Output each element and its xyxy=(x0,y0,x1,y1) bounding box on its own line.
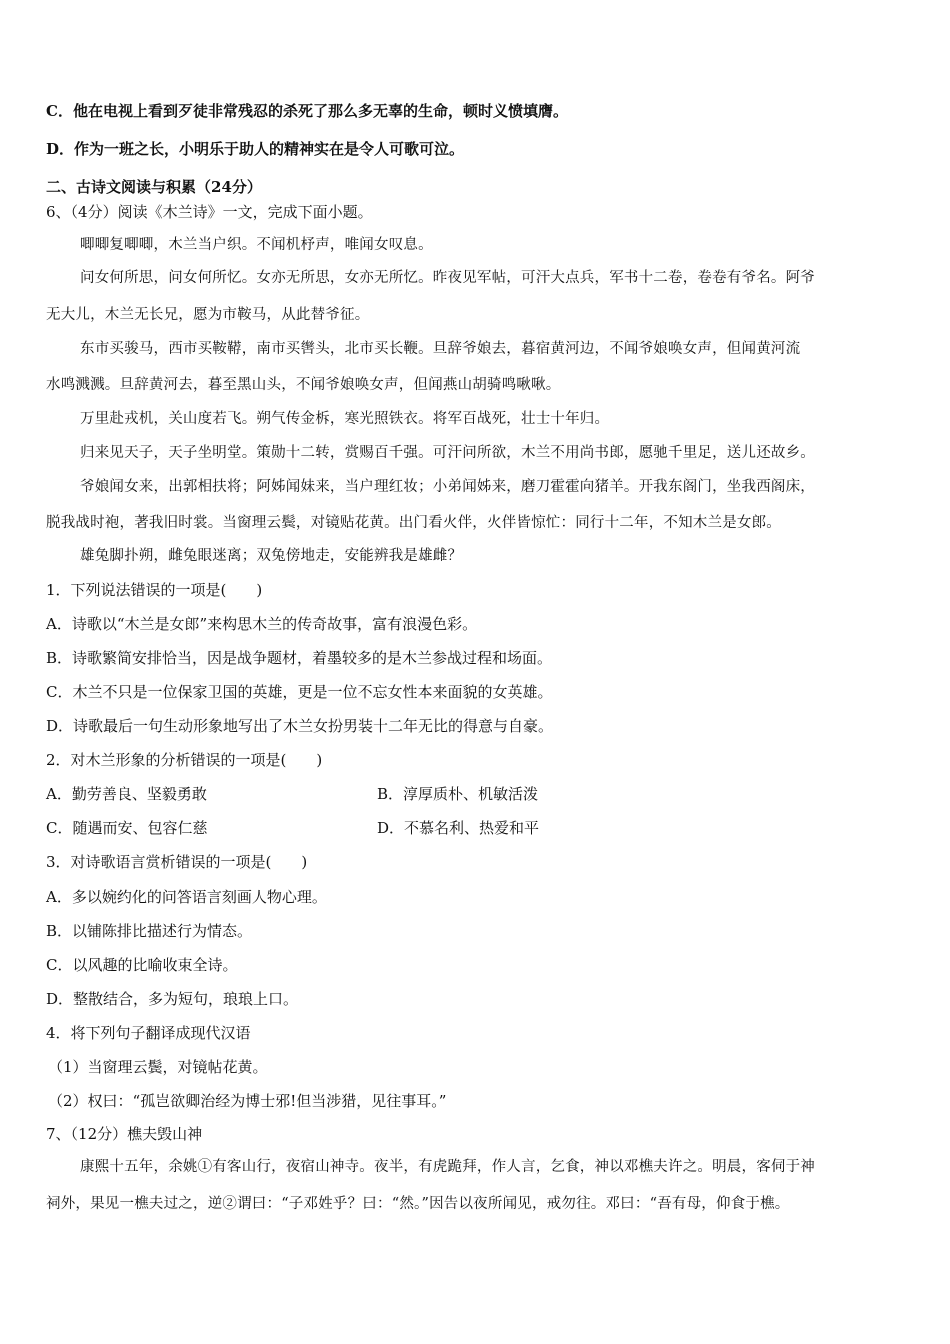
choice-a: A．多以婉约化的问答语言刻画人物心理。 xyxy=(46,888,327,906)
poem-line: 归来见天子，天子坐明堂。策勋十二转，赏赐百千强。可汗问所欲，木兰不用尚书郎，愿驰千里足，送儿还故乡。 xyxy=(80,445,815,461)
section-heading: 二、古诗文阅读与积累（24分） xyxy=(46,178,262,196)
poem-line: 雄兔脚扑朔，雌兔眼迷离；双兔傍地走，安能辨我是雄雌？ xyxy=(80,548,463,564)
poem-line: 东市买骏马，西市买鞍鞯，南市买辔头，北市买长鞭。旦辞爷娘去，暮宿黄河边，不闻爷娘唤女声，但闻黄河流 xyxy=(80,341,801,357)
poem-line: 脱我战时袍，著我旧时裳。当窗理云鬓，对镜贴花黄。出门看火伴，火伴皆惊忙：同行十二年，不知木兰是女郎。 xyxy=(46,515,781,531)
choice-c: C．随遇而安、包容仁慈 xyxy=(46,819,208,837)
sub-question-2: 2．对木兰形象的分析错误的一项是( ) xyxy=(46,751,323,769)
sub-question-1: 1．下列说法错误的一项是( ) xyxy=(46,581,263,599)
choice-d: D．整散结合，多为短句，琅琅上口。 xyxy=(46,990,299,1008)
translate-item-2: （2）权曰：“孤岂欲卿治经为博士邪!但当涉猎，见往事耳。” xyxy=(48,1092,447,1110)
question-7-heading: 7、（12分）樵夫毁山神 xyxy=(46,1125,203,1143)
choice-b: B．诗歌繁简安排恰当，因是战争题材，着墨较多的是木兰参战过程和场面。 xyxy=(46,649,553,667)
choice-a: A．勤劳善良、坚毅勇敢 xyxy=(46,785,207,803)
choice-d: D．诗歌最后一句生动形象地写出了木兰女扮男装十二年无比的得意与自豪。 xyxy=(46,717,554,735)
sub-question-4: 4．将下列句子翻译成现代汉语 xyxy=(46,1024,251,1042)
passage-line: 康熙十五年，余姚①有客山行，夜宿山神寺。夜半，有虎跪拜，作人言，乞食，神以邓樵夫许之。明晨，客伺于神 xyxy=(80,1159,815,1175)
choice-c: C．以风趣的比喻收束全诗。 xyxy=(46,956,238,974)
choice-d: D．不慕名利、热爱和平 xyxy=(377,819,540,837)
poem-line: 唧唧复唧唧，木兰当户织。不闻机杼声，唯闻女叹息。 xyxy=(80,237,433,253)
choice-b: B．淳厚质朴、机敏活泼 xyxy=(377,785,539,803)
option-d-text: D．作为一班之长，小明乐于助人的精神实在是令人可歌可泣。 xyxy=(46,140,465,158)
poem-line: 水鸣溅溅。旦辞黄河去，暮至黑山头，不闻爷娘唤女声，但闻燕山胡骑鸣啾啾。 xyxy=(46,377,561,393)
question-6-heading: 6、（4分）阅读《木兰诗》一文，完成下面小题。 xyxy=(46,203,373,221)
choice-c: C．木兰不只是一位保家卫国的英雄，更是一位不忘女性本来面貌的女英雄。 xyxy=(46,683,553,701)
sub-question-3: 3．对诗歌语言赏析错误的一项是( ) xyxy=(46,853,308,871)
translate-item-1: （1）当窗理云鬓，对镜帖花黄。 xyxy=(48,1058,268,1076)
poem-line: 万里赴戎机，关山度若飞。朔气传金柝，寒光照铁衣。将军百战死，壮士十年归。 xyxy=(80,411,610,427)
poem-line: 问女何所思，问女何所忆。女亦无所思，女亦无所忆。昨夜见军帖，可汗大点兵，军书十二卷，卷卷有爷名。阿爷 xyxy=(80,270,815,286)
poem-line: 爷娘闻女来，出郭相扶将；阿姊闻妹来，当户理红妆；小弟闻姊来，磨刀霍霍向猪羊。开我东阁门，坐我西阁床， xyxy=(80,479,815,495)
choice-b: B．以铺陈排比描述行为情态。 xyxy=(46,922,253,940)
poem-line: 无大儿，木兰无长兄，愿为市鞍马，从此替爷征。 xyxy=(46,307,370,323)
option-c-text: C．他在电视上看到歹徒非常残忍的杀死了那么多无辜的生命，顿时义愤填膺。 xyxy=(46,102,568,120)
choice-a: A．诗歌以“木兰是女郎”来构思木兰的传奇故事，富有浪漫色彩。 xyxy=(46,615,478,633)
passage-line: 祠外，果见一樵夫过之，逆②谓曰：“子邓姓乎？曰：“然。”因告以夜所闻见，戒勿往。邓曰：“吾有母，仰食于樵。 xyxy=(46,1196,790,1212)
